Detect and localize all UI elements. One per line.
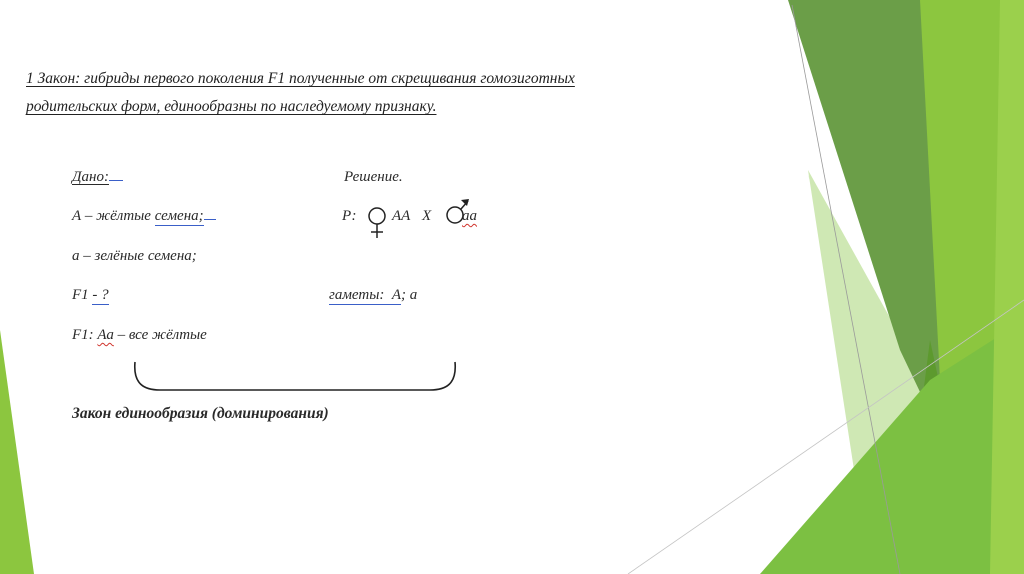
gametes-A: А xyxy=(391,287,402,303)
given-row-yellow-prefix: А – жёлтые xyxy=(72,208,155,224)
gametes-rest: ; а xyxy=(401,287,418,303)
result-suffix: – все жёлтые xyxy=(113,327,207,343)
law-title-line-2: родительских форм, единообразны по наследуемому признаку. xyxy=(26,98,437,115)
given-row-yellow-tail xyxy=(204,218,216,220)
law-title-line-1: 1 Закон: гибриды первого поколения F1 полученные от скрещивания гомозиготных xyxy=(26,70,575,87)
given-row-yellow-word: семена; xyxy=(154,208,204,224)
male-genotype xyxy=(462,208,477,225)
result-prefix: F1: xyxy=(72,327,98,343)
male-genotype-text: аа xyxy=(462,208,477,224)
given-row-result xyxy=(72,327,207,344)
given-row-yellow xyxy=(72,208,216,225)
solution-p-label: Р: xyxy=(342,208,357,224)
gametes-row xyxy=(329,287,417,304)
cross-sign: Х xyxy=(422,208,432,224)
given-f1-prefix: F1 xyxy=(72,287,93,303)
conclusion-text: Закон единообразия (доминирования) xyxy=(72,405,329,422)
gametes-space xyxy=(384,287,392,305)
gametes-word: гаметы: xyxy=(329,287,385,303)
given-label xyxy=(72,169,123,186)
result-genotype: Аа xyxy=(97,327,114,343)
brace-bracket xyxy=(135,362,455,390)
female-genotype: АА xyxy=(392,208,411,224)
given-row-green: а – зелёные семена; xyxy=(72,248,197,264)
solution-label: Решение. xyxy=(344,169,403,185)
given-row-f1 xyxy=(72,287,109,304)
given-label-text: Дано: xyxy=(72,169,109,185)
bg-shape-left-sliver xyxy=(0,330,34,574)
given-f1-mark: - ? xyxy=(92,287,109,303)
female-symbol-icon xyxy=(366,206,388,240)
given-label-blue-mark xyxy=(109,179,123,181)
